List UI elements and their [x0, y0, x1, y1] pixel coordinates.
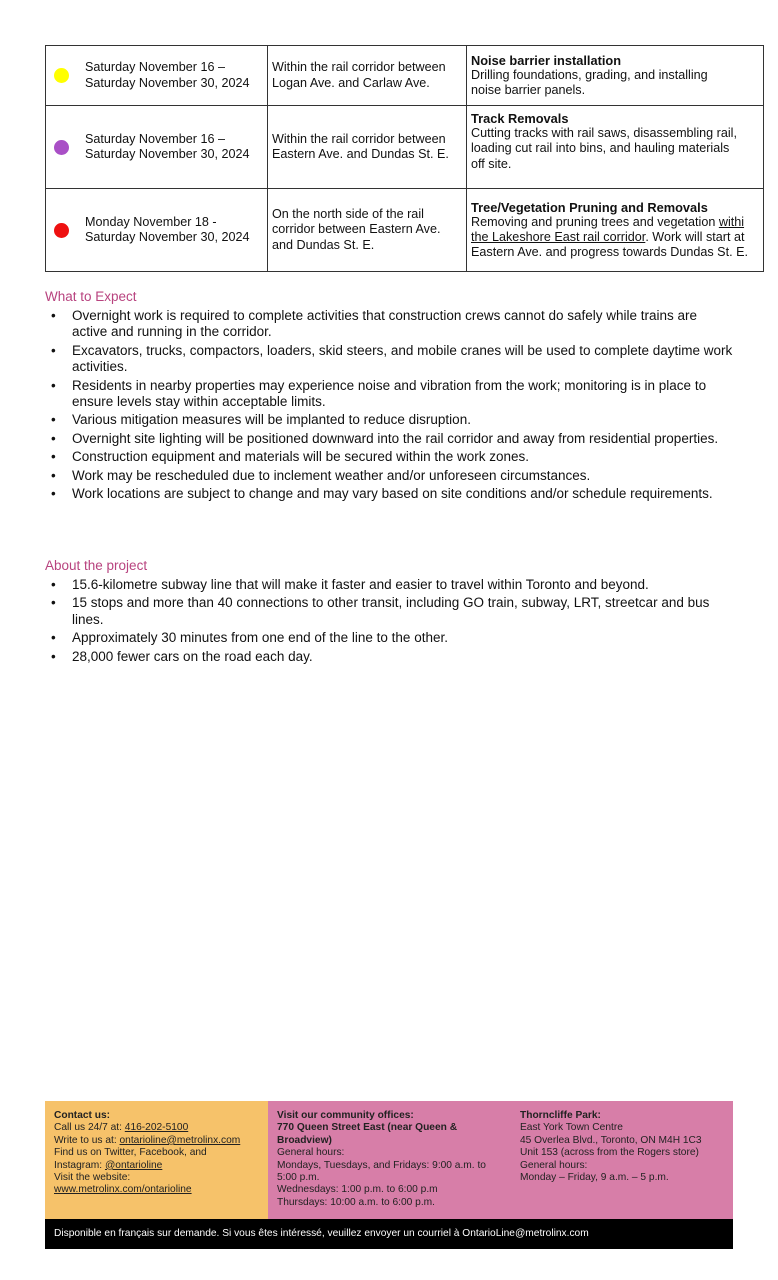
- work-title: Tree/Vegetation Pruning and Removals: [471, 199, 708, 215]
- hours-line: Thursdays: 10:00 a.m. to 6:00 p.m.: [277, 1196, 435, 1208]
- date-cell: [46, 46, 268, 106]
- hours-label: General hours:: [520, 1159, 588, 1171]
- offices-heading: Visit our community offices:: [277, 1110, 414, 1121]
- work-cell: [467, 189, 764, 272]
- work-desc: Eastern Ave. and progress towards Dundas St. E.: [471, 245, 748, 260]
- work-desc: off site.: [471, 156, 512, 171]
- social-label: Instagram:: [54, 1159, 105, 1171]
- website-link[interactable]: www.metrolinx.com/ontarioline: [54, 1184, 192, 1196]
- list-item: • 15 stops and more than 40 connections to other transit, including GO train, subway, LRT, streetcar and bus lines.: [45, 595, 735, 628]
- hours-line: Wednesdays: 1:00 p.m. to 6:00 p.m: [277, 1184, 438, 1196]
- french-note: Disponible en français sur demande. Si vous êtes intéressé, veuillez envoyer un courriel à OntarioLine@metrolinx.com: [45, 1219, 733, 1249]
- list-item: • 15.6-kilometre subway line that will make it faster and easier to travel within Toronto and beyond.: [45, 577, 735, 593]
- what-to-expect-list: [45, 308, 735, 504]
- work-title: Noise barrier installation: [471, 52, 622, 68]
- contact-panel: [45, 1101, 268, 1219]
- list-item: • Approximately 30 minutes from one end of the line to the other.: [45, 630, 735, 646]
- address-line: Unit 153 (across from the Rogers store): [520, 1147, 699, 1159]
- work-desc: Cutting tracks with rail saws, disassembling rail,: [471, 126, 737, 141]
- location-cell: [268, 46, 467, 106]
- list-item: • Excavators, trucks, compactors, loaders, skid steers, and mobile cranes will be used to complete daytime work activities.: [45, 343, 735, 376]
- address-line: East York Town Centre: [520, 1122, 623, 1134]
- location-line: Eastern Ave. and Dundas St. E.: [272, 147, 449, 161]
- office-address: 770 Queen Street East (near Queen & Broadview): [277, 1122, 458, 1146]
- date-end: Saturday November 30, 2024: [85, 75, 250, 90]
- list-item: • 28,000 fewer cars on the road each day.: [45, 649, 735, 665]
- date-start: Saturday November 16 –: [85, 60, 226, 75]
- yellow-dot-icon: [54, 68, 69, 83]
- red-dot-icon: [54, 223, 69, 238]
- email-link[interactable]: ontarioline@metrolinx.com: [119, 1134, 241, 1146]
- thorncliffe-heading: Thorncliffe Park:: [520, 1110, 601, 1121]
- location-line: Within the rail corridor between: [272, 131, 446, 146]
- date-start: Monday November 18 -: [85, 214, 217, 229]
- location-line: corridor between Eastern Ave.: [272, 222, 441, 237]
- location-line: On the north side of the rail: [272, 207, 424, 222]
- hours-line: Mondays, Tuesdays, and Fridays: 9:00 a.m. to 5:00 p.m.: [277, 1159, 486, 1184]
- list-item: • Work may be rescheduled due to inclement weather and/or unforeseen circumstances.: [45, 468, 735, 484]
- offices-panel: [268, 1101, 733, 1219]
- phone-link[interactable]: 416-202-5100: [124, 1122, 189, 1134]
- thorncliffe-office: [520, 1110, 730, 1184]
- location-line: and Dundas St. E.: [272, 237, 375, 252]
- hours-label: General hours:: [277, 1147, 345, 1159]
- list-item: • Overnight work is required to complete activities that construction crews cannot do safely while trains are active and running in the corridor.: [45, 308, 735, 341]
- date-start: Saturday November 16 –: [85, 131, 226, 146]
- contact-heading: Contact us:: [54, 1110, 111, 1121]
- date-end: Saturday November 30, 2024: [85, 230, 250, 244]
- hours-line: Monday – Friday, 9 a.m. – 5 p.m.: [520, 1172, 669, 1184]
- work-title: Track Removals: [471, 111, 569, 126]
- work-desc-link[interactable]: the Lakeshore East rail corridor: [471, 230, 646, 244]
- work-desc: Removing and pruning trees and vegetation: [471, 214, 719, 229]
- purple-dot-icon: [54, 140, 69, 155]
- footer: [45, 1101, 733, 1249]
- table-row: [46, 189, 764, 272]
- date-end: Saturday November 30, 2024: [85, 147, 250, 161]
- queen-office: [277, 1110, 492, 1209]
- about-project-heading: About the project: [45, 558, 148, 573]
- work-desc-link[interactable]: withi: [718, 214, 745, 229]
- about-project-list: [45, 577, 735, 667]
- social-text: Find us on Twitter, Facebook, and: [54, 1147, 207, 1159]
- visit-label: Visit the website:: [54, 1172, 131, 1184]
- list-item: • Various mitigation measures will be implanted to reduce disruption.: [45, 412, 735, 428]
- date-cell: [46, 189, 268, 272]
- address-line: 45 Overlea Blvd., Toronto, ON M4H 1C3: [520, 1134, 702, 1146]
- work-desc: Drilling foundations, grading, and installing: [471, 67, 708, 82]
- location-line: Logan Ave. and Carlaw Ave.: [272, 75, 430, 90]
- location-cell: [268, 106, 467, 189]
- work-desc: . Work will start at: [645, 230, 745, 244]
- list-item: • Work locations are subject to change and may vary based on site conditions and/or schedule requirements.: [45, 486, 735, 502]
- call-label: Call us 24/7 at:: [54, 1122, 125, 1134]
- list-item: • Construction equipment and materials will be secured within the work zones.: [45, 449, 735, 465]
- instagram-link[interactable]: @ontarioline: [104, 1159, 163, 1171]
- location-line: Within the rail corridor between: [272, 60, 446, 75]
- schedule-table: [45, 45, 764, 272]
- work-desc: loading cut rail into bins, and hauling materials: [471, 141, 730, 156]
- work-cell: [467, 46, 764, 106]
- table-row: [46, 46, 764, 106]
- date-cell: [46, 106, 268, 189]
- table-row: [46, 106, 764, 189]
- work-desc: noise barrier panels.: [471, 83, 586, 98]
- work-cell: [467, 106, 764, 189]
- list-item: • Overnight site lighting will be positioned downward into the rail corridor and away from residential properties.: [45, 431, 735, 447]
- write-label: Write to us at:: [54, 1134, 120, 1146]
- what-to-expect-heading: What to Expect: [45, 289, 137, 304]
- location-cell: [268, 189, 467, 272]
- list-item: • Residents in nearby properties may experience noise and vibration from the work; monitoring is in place to ensure levels stay within acceptable limits.: [45, 378, 735, 411]
